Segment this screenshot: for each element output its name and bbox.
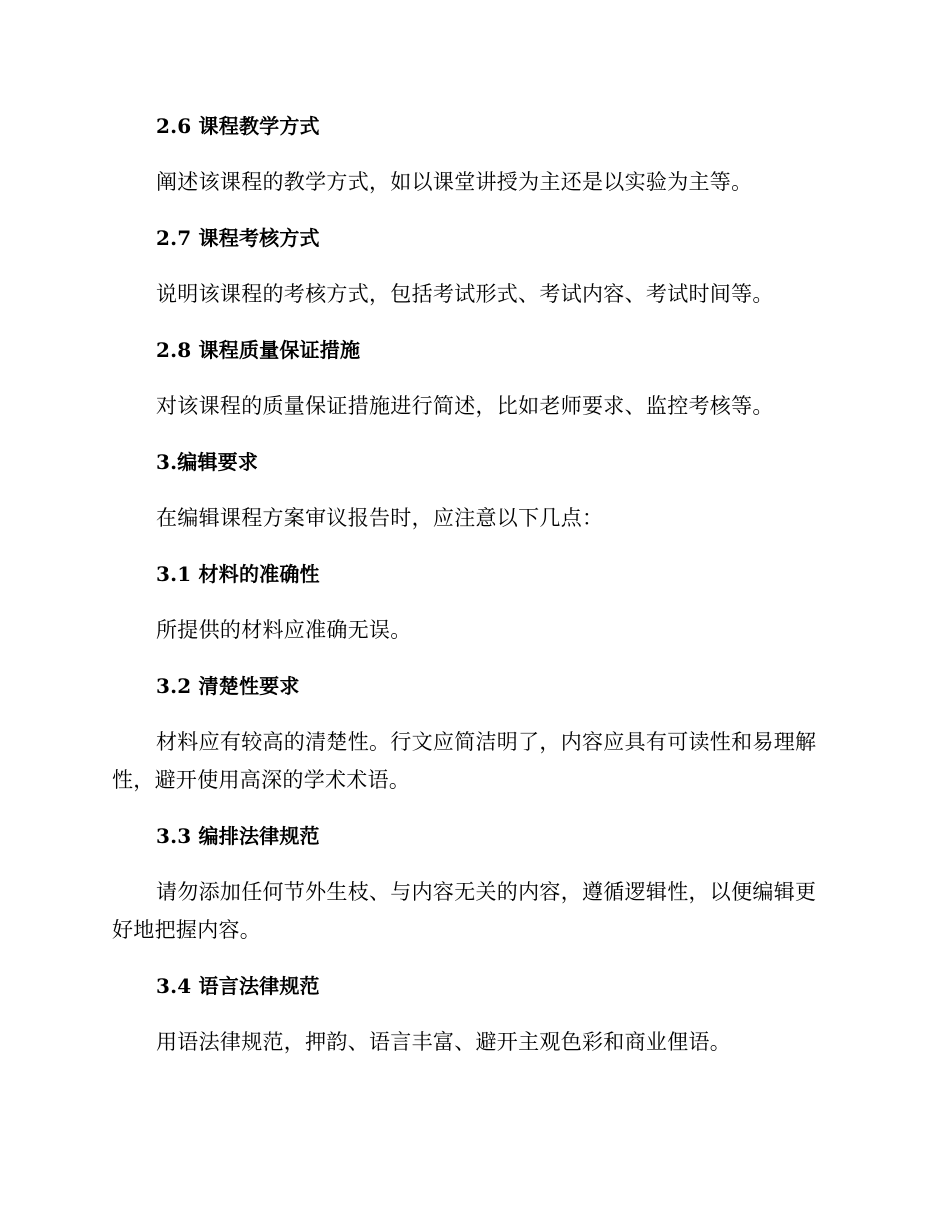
section-heading-2-8: 2.8 课程质量保证措施 (156, 338, 361, 362)
section-body-3-4: 用语法律规范，押韵、语言丰富、避开主观色彩和商业俚语。 (156, 1030, 732, 1054)
section-heading-3-1: 3.1 材料的准确性 (156, 562, 320, 586)
section-heading-2-6: 2.6 课程教学方式 (156, 114, 320, 138)
section-body-2-7: 说明该课程的考核方式，包括考试形式、考试内容、考试时间等。 (156, 282, 774, 306)
section-body-2-8: 对该课程的质量保证措施进行简述，比如老师要求、监控考核等。 (156, 394, 774, 418)
section-heading-3-2: 3.2 清楚性要求 (156, 674, 300, 698)
section-heading-3-4: 3.4 语言法律规范 (156, 974, 320, 998)
document-content (112, 108, 834, 1061)
section-body-3-2: 材料应有较高的清楚性。行文应简洁明了，内容应具有可读性和易理解性，避开使用高深的学术术语。 (112, 730, 817, 792)
section-heading-3-3: 3.3 编排法律规范 (156, 824, 320, 848)
section-body-2-6: 阐述该课程的教学方式，如以课堂讲授为主还是以实验为主等。 (156, 170, 753, 194)
section-heading-3: 3.编辑要求 (156, 450, 259, 474)
section-body-3-3: 请勿添加任何节外生枝、与内容无关的内容，遵循逻辑性，以便编辑更好地把握内容。 (112, 880, 817, 942)
section-body-3: 在编辑课程方案审议报告时，应注意以下几点： (156, 506, 604, 530)
section-body-3-1: 所提供的材料应准确无误。 (156, 618, 412, 642)
section-heading-2-7: 2.7 课程考核方式 (156, 226, 320, 250)
